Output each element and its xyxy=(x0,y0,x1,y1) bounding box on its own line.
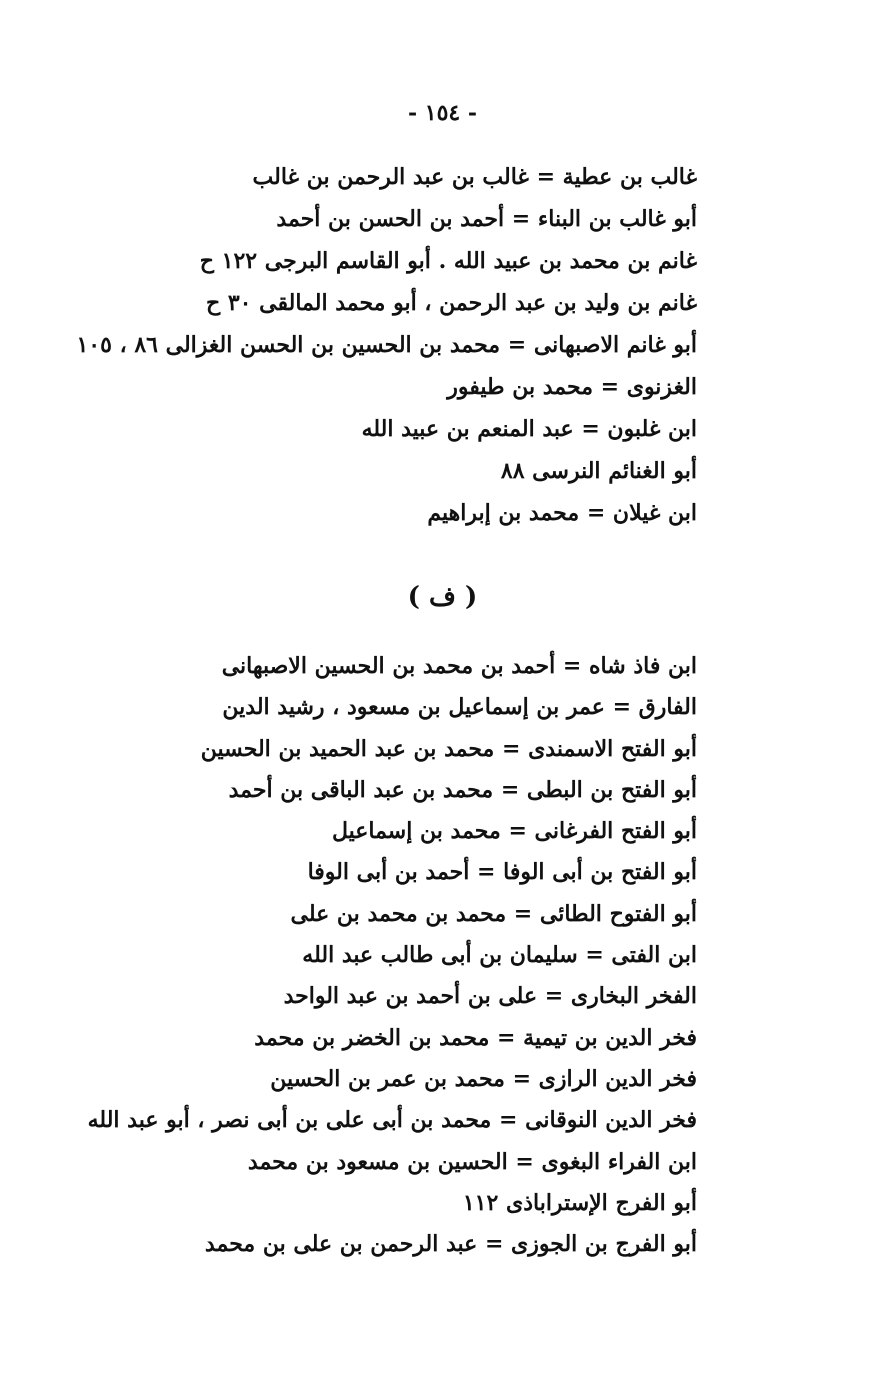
index-entry: ابن غلبون = عبد المنعم بن عبيد الله xyxy=(361,416,697,442)
index-entry: ابن فاذ شاه = أحمد بن محمد بن الحسين الاصبهانى xyxy=(221,653,697,679)
index-entry: أبو الفتح بن أبى الوفا = أحمد بن أبى الوفا xyxy=(307,859,697,886)
index-entry: أبو الفرج بن الجوزى = عبد الرحمن بن على بن محمد xyxy=(204,1231,697,1258)
index-entry: فخر الدين الرازى = محمد بن عمر بن الحسين xyxy=(270,1065,697,1092)
index-entry: غانم بن وليد بن عبد الرحمن ، أبو محمد المالقى ٣٠ ح xyxy=(205,290,697,316)
index-entry: أبو الفتح الاسمندى = محمد بن عبد الحميد بن الحسين xyxy=(200,735,697,762)
section-heading: ( ف ) xyxy=(407,582,478,612)
index-entry: أبو الفتح بن البطى = محمد بن عبد الباقى بن أحمد xyxy=(228,776,697,803)
index-entry: أبو غالب بن البناء = أحمد بن الحسن بن أحمد xyxy=(276,206,697,232)
index-entry: أبو الفتح الفرغانى = محمد بن إسماعيل xyxy=(331,818,697,845)
index-entry: الفخر البخارى = على بن أحمد بن عبد الواحد xyxy=(283,983,697,1010)
index-entry: فخر الدين النوقانى = محمد بن أبى على بن أبى نصر ، أبو عبد الله xyxy=(87,1107,697,1134)
index-entry: ابن الفتى = سليمان بن أبى طالب عبد الله xyxy=(302,942,697,969)
index-entry: غالب بن عطية = غالب بن عبد الرحمن بن غالب xyxy=(252,164,697,190)
index-entry: أبو الفرج الإستراباذى ١١٢ xyxy=(462,1189,697,1216)
index-entry: الغزنوى = محمد بن طيفور xyxy=(447,374,697,400)
index-entry: ابن غيلان = محمد بن إبراهيم xyxy=(427,500,697,526)
index-entry: غانم بن محمد بن عبيد الله . أبو القاسم البرجى ١٢٢ ح xyxy=(199,248,697,274)
entry-list-after xyxy=(87,646,697,1265)
page-number: - ١٥٤ - xyxy=(407,100,478,126)
index-entry: أبو الغنائم النرسى ٨٨ xyxy=(500,458,697,484)
index-entry: ابن الفراء البغوى = الحسين بن مسعود بن محمد xyxy=(247,1148,697,1175)
entry-list-before xyxy=(76,156,697,534)
index-entry: أبو الفتوح الطائى = محمد بن محمد بن على xyxy=(290,900,697,927)
index-entry: الفارق = عمر بن إسماعيل بن مسعود ، رشيد الدين xyxy=(222,694,697,721)
index-entry: فخر الدين بن تيمية = محمد بن الخضر بن محمد xyxy=(254,1024,697,1051)
index-entry: أبو غانم الاصبهانى = محمد بن الحسين بن الحسن الغزالى ٨٦ ، ١٠٥ xyxy=(76,332,697,358)
